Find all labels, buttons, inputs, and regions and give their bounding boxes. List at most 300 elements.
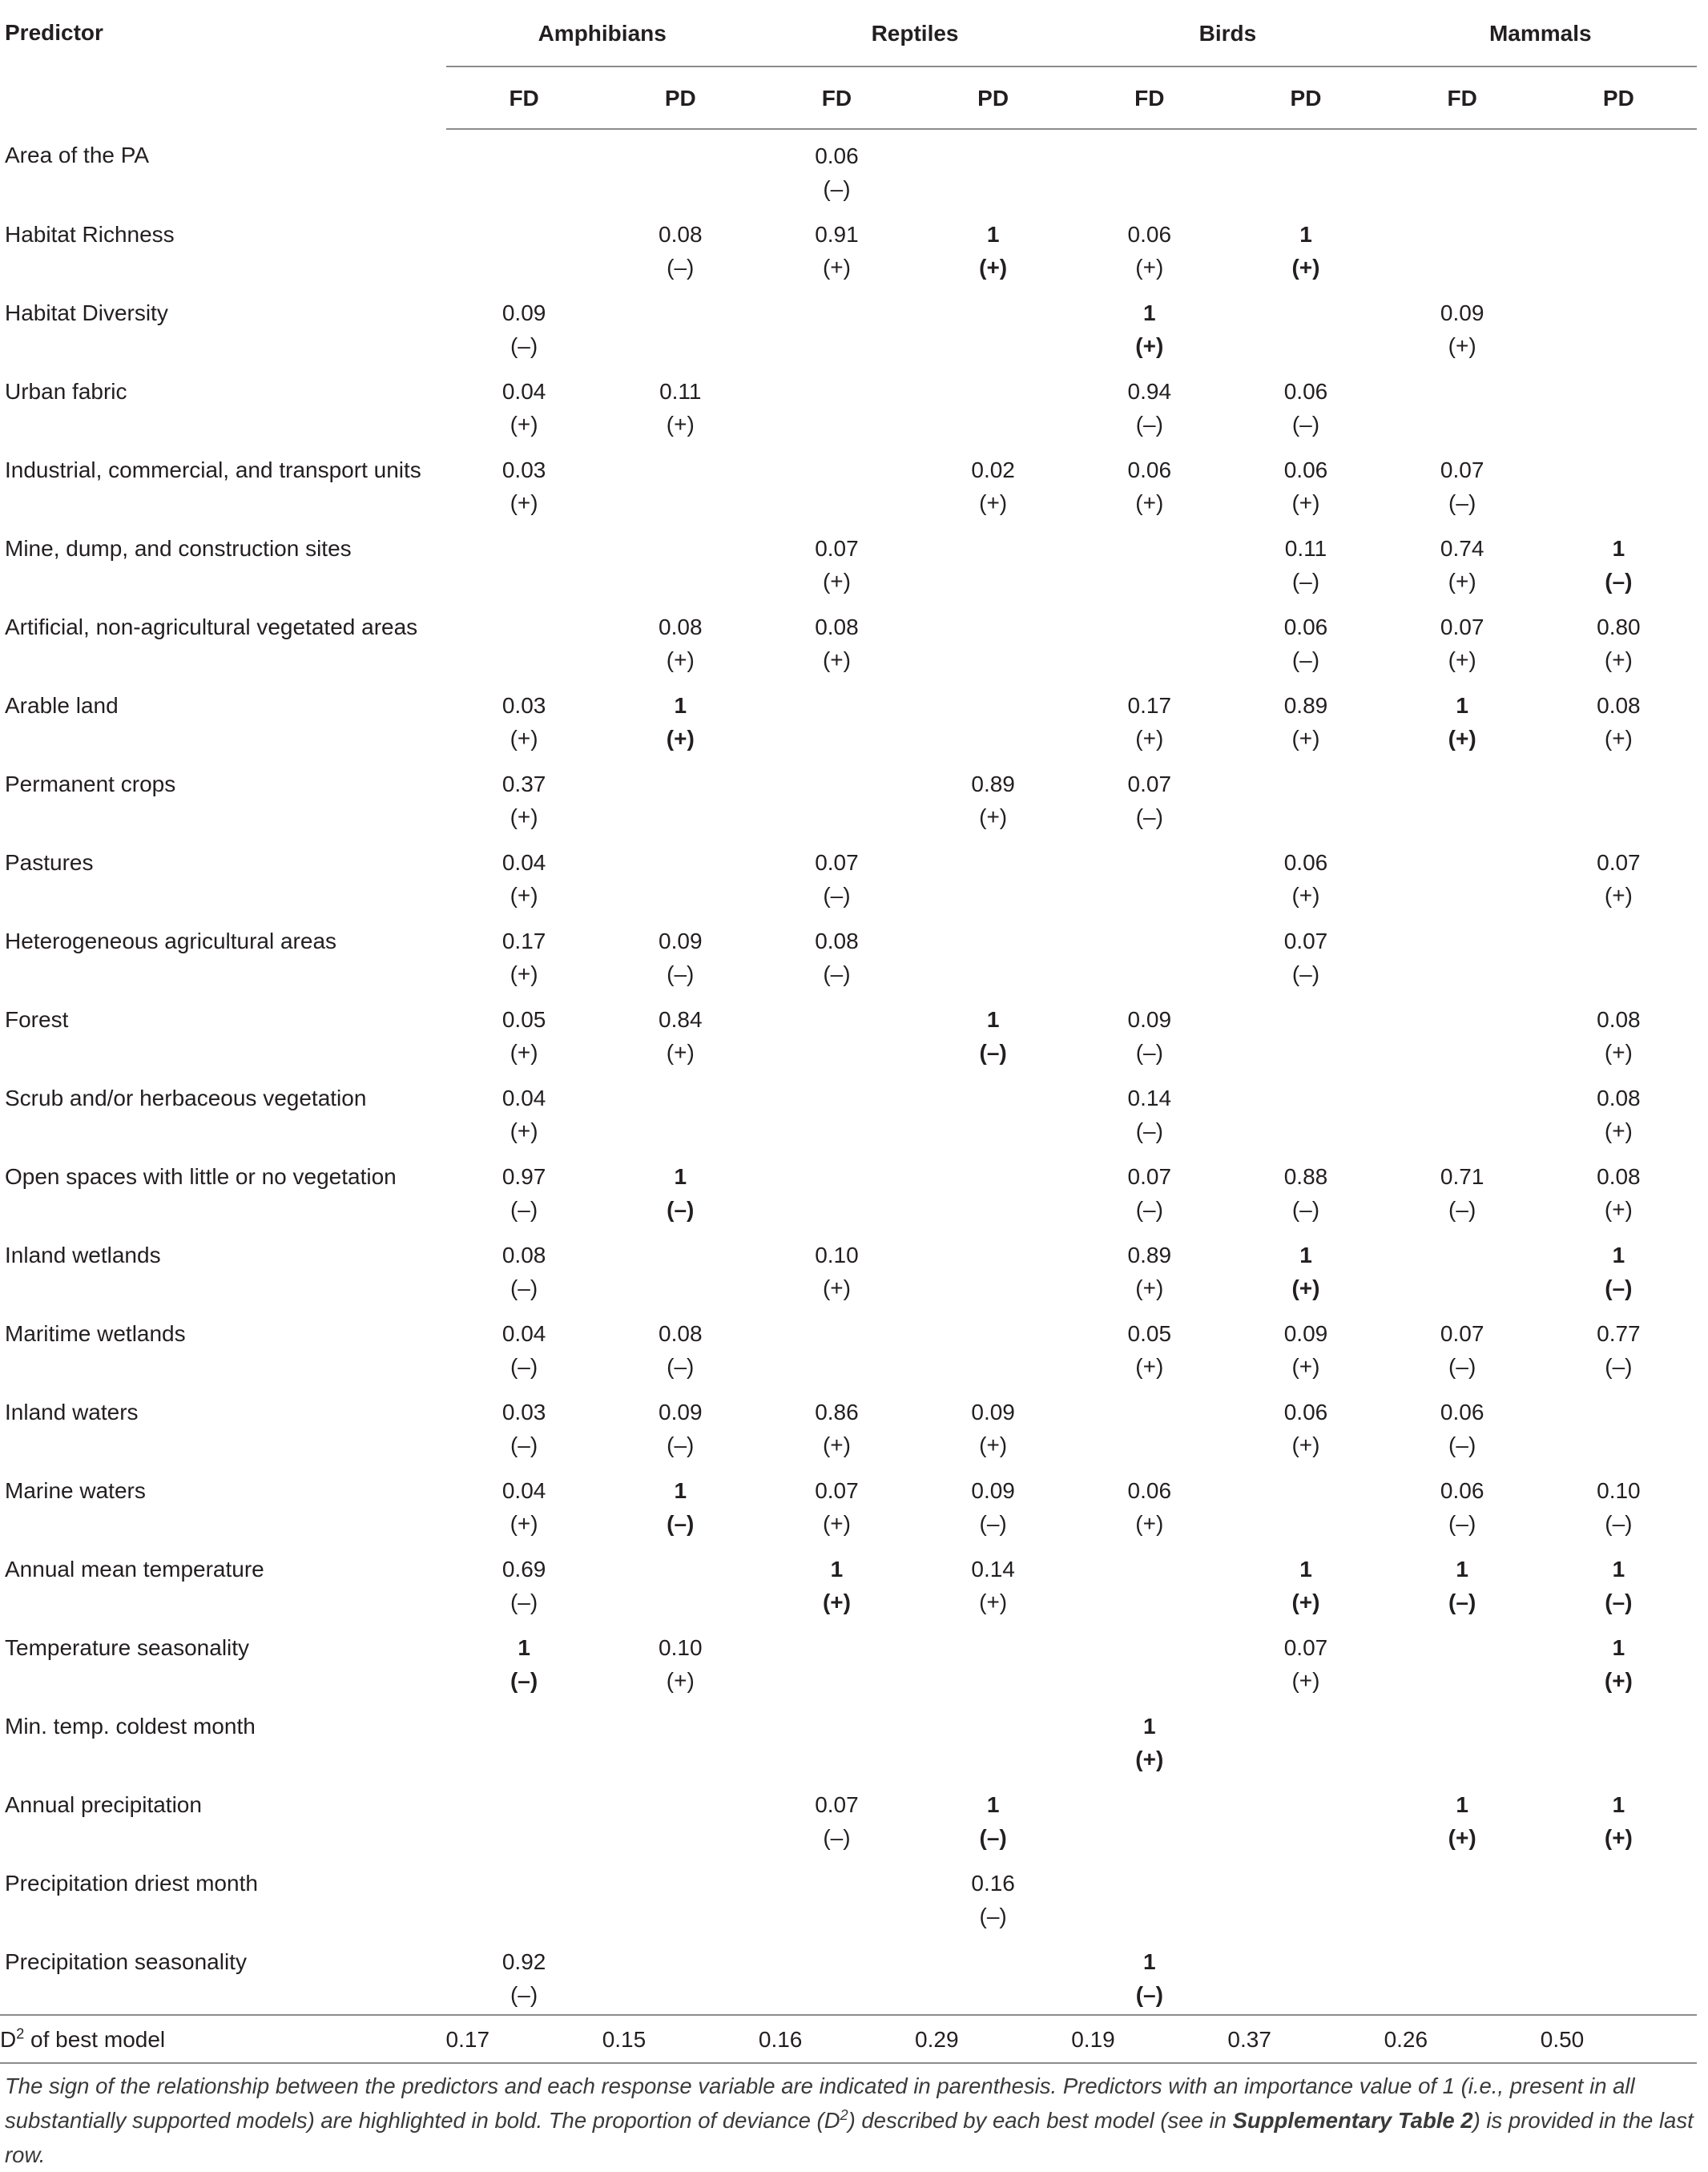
importance-value: 0.08 bbox=[1597, 1007, 1641, 1032]
relationship-sign: (–) bbox=[1291, 647, 1320, 672]
importance-value: 0.06 bbox=[1127, 1478, 1172, 1503]
importance-cell bbox=[1071, 365, 1227, 444]
relationship-sign: (–) bbox=[979, 1040, 1007, 1065]
importance-cell bbox=[1227, 601, 1384, 679]
predictor-name: Min. temp. coldest month bbox=[5, 1714, 256, 1739]
importance-cell bbox=[446, 208, 602, 287]
subheader-fd: FD bbox=[759, 66, 915, 129]
importance-cell bbox=[1384, 1465, 1541, 1543]
importance-cell bbox=[602, 1543, 759, 1622]
predictor-name: Forest bbox=[5, 1007, 69, 1032]
table-footnote: The sign of the relationship between the predictors and each response variable are indicated in parenthesis. Predictors with an importance value of 1 (i.e., present in all substantially supported models) are highlighted in bold. The proportion of deviance $(D^2)$ described by each best model (see in Supplementary Table 2) is provided in the last row. bbox=[5, 2073, 1694, 2167]
relationship-sign: (–) bbox=[823, 176, 851, 201]
relationship-sign: (+) bbox=[979, 1590, 1008, 1614]
relationship-sign: (+) bbox=[822, 1275, 851, 1300]
importance-cell bbox=[1384, 1072, 1541, 1150]
relationship-sign: (–) bbox=[1135, 1118, 1163, 1143]
relationship-sign: (–) bbox=[823, 961, 851, 986]
importance-cell bbox=[1071, 993, 1227, 1072]
relationship-sign: (–) bbox=[1448, 1197, 1476, 1222]
importance-value: 0.06 bbox=[1283, 850, 1328, 875]
importance-value: 0.07 bbox=[815, 1792, 859, 1817]
importance-cell bbox=[1384, 1150, 1541, 1229]
importance-cell bbox=[915, 1700, 1071, 1779]
importance-value: 0.07 bbox=[1440, 615, 1484, 639]
predictor-name: Temperature seasonality bbox=[5, 1635, 250, 1660]
importance-value: 0.03 bbox=[502, 457, 546, 482]
relationship-sign: (+) bbox=[1604, 1668, 1633, 1693]
importance-value: 1 bbox=[830, 1557, 844, 1582]
importance-cell bbox=[915, 758, 1071, 836]
importance-cell bbox=[759, 1150, 915, 1229]
relationship-sign: (+) bbox=[1448, 726, 1476, 751]
relationship-sign: (–) bbox=[1605, 1354, 1633, 1379]
importance-value: 0.16 bbox=[971, 1871, 1015, 1896]
importance-cell bbox=[915, 1308, 1071, 1386]
importance-cell bbox=[915, 1936, 1071, 2015]
importance-value: 0.05 bbox=[502, 1007, 546, 1032]
importance-value: 0.88 bbox=[1283, 1164, 1328, 1189]
importance-cell bbox=[759, 287, 915, 365]
predictor-name: Habitat Diversity bbox=[5, 300, 168, 325]
importance-cell bbox=[1384, 993, 1541, 1072]
group-header-mammals: Mammals bbox=[1384, 0, 1697, 66]
importance-value: 0.07 bbox=[815, 536, 859, 561]
importance-value: 1 bbox=[986, 222, 1000, 247]
importance-cell bbox=[759, 365, 915, 444]
relationship-sign: (–) bbox=[1605, 1275, 1633, 1300]
relationship-sign: (+) bbox=[1604, 1197, 1633, 1222]
subheader-fd: FD bbox=[446, 66, 602, 129]
importance-cell bbox=[446, 1229, 602, 1308]
relationship-sign: (+) bbox=[1135, 726, 1164, 751]
importance-cell bbox=[1071, 1386, 1227, 1465]
importance-cell bbox=[1384, 1308, 1541, 1386]
importance-cell bbox=[1227, 444, 1384, 522]
relationship-sign: (–) bbox=[1291, 412, 1320, 437]
importance-cell bbox=[1541, 679, 1697, 758]
importance-value: 0.04 bbox=[502, 850, 546, 875]
importance-cell bbox=[1227, 1779, 1384, 1857]
importance-cell bbox=[1541, 444, 1697, 522]
importance-value: 0.37 bbox=[502, 772, 546, 796]
importance-value: 1 bbox=[1456, 1792, 1468, 1817]
predictor-name: Precipitation driest month bbox=[5, 1871, 258, 1896]
importance-cell bbox=[1227, 208, 1384, 287]
importance-cell bbox=[602, 1779, 759, 1857]
supplementary-table-link[interactable]: Supplementary Table 2 bbox=[1232, 2108, 1473, 2133]
relationship-sign: (+) bbox=[1135, 1511, 1164, 1536]
importance-cell bbox=[446, 1150, 602, 1229]
d2-value: 0.17 bbox=[446, 2015, 602, 2063]
importance-cell bbox=[1227, 993, 1384, 1072]
table-row bbox=[0, 1543, 1697, 1622]
importance-cell bbox=[446, 1308, 602, 1386]
importance-cell bbox=[1227, 1072, 1384, 1150]
importance-cell bbox=[602, 993, 759, 1072]
relationship-sign: (+) bbox=[822, 1511, 851, 1536]
importance-value: 0.07 bbox=[815, 1478, 859, 1503]
relationship-sign: (+) bbox=[1135, 490, 1164, 515]
importance-cell bbox=[1071, 208, 1227, 287]
importance-cell bbox=[915, 522, 1071, 601]
importance-cell bbox=[446, 1622, 602, 1700]
relationship-sign: (+) bbox=[822, 647, 851, 672]
importance-cell bbox=[1071, 1308, 1227, 1386]
importance-cell bbox=[759, 1465, 915, 1543]
importance-cell bbox=[1071, 129, 1227, 208]
importance-cell bbox=[759, 1308, 915, 1386]
relationship-sign: (–) bbox=[823, 883, 851, 908]
relationship-sign: (+) bbox=[1291, 883, 1320, 908]
importance-cell bbox=[1071, 836, 1227, 915]
relationship-sign: (–) bbox=[823, 1825, 851, 1850]
table-row bbox=[0, 1150, 1697, 1229]
importance-cell bbox=[1227, 1386, 1384, 1465]
importance-cell bbox=[446, 679, 602, 758]
predictor-name: Mine, dump, and construction sites bbox=[5, 536, 352, 561]
importance-cell bbox=[915, 1072, 1071, 1150]
importance-cell bbox=[1071, 1779, 1227, 1857]
importance-cell bbox=[1071, 1229, 1227, 1308]
importance-cell bbox=[1071, 1465, 1227, 1543]
importance-cell bbox=[1227, 679, 1384, 758]
relationship-sign: (+) bbox=[1291, 726, 1320, 751]
importance-cell bbox=[1541, 1308, 1697, 1386]
importance-cell bbox=[1071, 444, 1227, 522]
importance-cell bbox=[602, 129, 759, 208]
importance-value: 0.02 bbox=[971, 457, 1015, 482]
importance-cell bbox=[1227, 836, 1384, 915]
relationship-sign: (+) bbox=[510, 490, 538, 515]
relationship-sign: (+) bbox=[1291, 1354, 1320, 1379]
relationship-sign: (–) bbox=[510, 333, 538, 358]
importance-value: 0.03 bbox=[502, 693, 546, 718]
relationship-sign: (–) bbox=[1135, 1040, 1163, 1065]
importance-value: 0.09 bbox=[659, 929, 703, 953]
importance-cell bbox=[1071, 1150, 1227, 1229]
importance-value: 0.10 bbox=[1597, 1478, 1641, 1503]
importance-cell bbox=[1541, 1386, 1697, 1465]
relationship-sign: (–) bbox=[1448, 1354, 1476, 1379]
importance-cell bbox=[1384, 129, 1541, 208]
table-row bbox=[0, 1386, 1697, 1465]
importance-value: 1 bbox=[1299, 1557, 1312, 1582]
importance-cell bbox=[446, 601, 602, 679]
relationship-sign: (–) bbox=[510, 1982, 538, 2007]
importance-cell bbox=[759, 836, 915, 915]
importance-cell bbox=[446, 1072, 602, 1150]
d2-value: 0.19 bbox=[1071, 2015, 1227, 2063]
relationship-sign: (+) bbox=[510, 412, 538, 437]
importance-cell bbox=[1541, 1465, 1697, 1543]
importance-cell bbox=[915, 915, 1071, 993]
importance-cell bbox=[915, 1386, 1071, 1465]
importance-cell bbox=[446, 444, 602, 522]
importance-cell bbox=[1071, 287, 1227, 365]
relationship-sign: (–) bbox=[1291, 1197, 1320, 1222]
table-row bbox=[0, 993, 1697, 1072]
importance-cell bbox=[602, 1700, 759, 1779]
importance-cell bbox=[759, 1072, 915, 1150]
importance-cell bbox=[602, 1229, 759, 1308]
subheader-pd: PD bbox=[1227, 66, 1384, 129]
relationship-sign: (–) bbox=[667, 255, 695, 280]
importance-value: 0.07 bbox=[1440, 1321, 1484, 1346]
table-row bbox=[0, 1936, 1697, 2015]
predictor-name: Industrial, commercial, and transport units bbox=[5, 457, 421, 482]
table-row bbox=[0, 1857, 1697, 1936]
importance-cell bbox=[1071, 1857, 1227, 1936]
importance-value: 0.71 bbox=[1440, 1164, 1484, 1189]
importance-cell bbox=[1384, 601, 1541, 679]
importance-value: 0.07 bbox=[1597, 850, 1641, 875]
importance-value: 0.89 bbox=[1283, 693, 1328, 718]
importance-cell bbox=[446, 129, 602, 208]
relationship-sign: (+) bbox=[510, 1118, 538, 1143]
importance-value: 0.04 bbox=[502, 1321, 546, 1346]
importance-cell bbox=[1227, 1543, 1384, 1622]
importance-value: 0.09 bbox=[1283, 1321, 1328, 1346]
importance-cell bbox=[602, 1308, 759, 1386]
importance-value: 0.89 bbox=[971, 772, 1015, 796]
importance-value: 1 bbox=[1143, 300, 1156, 325]
relationship-sign: (–) bbox=[1135, 804, 1163, 829]
importance-cell bbox=[915, 1465, 1071, 1543]
predictor-name: Heterogeneous agricultural areas bbox=[5, 929, 337, 953]
importance-cell bbox=[915, 1543, 1071, 1622]
importance-value: 0.06 bbox=[1127, 222, 1172, 247]
importance-cell bbox=[1541, 522, 1697, 601]
importance-cell bbox=[1541, 915, 1697, 993]
importance-cell bbox=[1384, 365, 1541, 444]
importance-cell bbox=[1227, 1308, 1384, 1386]
importance-cell bbox=[759, 1386, 915, 1465]
importance-value: 0.07 bbox=[1283, 1635, 1328, 1660]
importance-cell bbox=[602, 1465, 759, 1543]
relationship-sign: (+) bbox=[979, 255, 1008, 280]
importance-cell bbox=[1384, 1229, 1541, 1308]
importance-cell bbox=[1541, 1700, 1697, 1779]
importance-value: 1 bbox=[1612, 1557, 1625, 1582]
table-body bbox=[0, 129, 1697, 2015]
importance-cell bbox=[446, 1700, 602, 1779]
importance-value: 0.07 bbox=[1283, 929, 1328, 953]
relationship-sign: (–) bbox=[1448, 1511, 1476, 1536]
relationship-sign: (–) bbox=[1291, 569, 1320, 594]
importance-cell bbox=[1071, 1622, 1227, 1700]
relationship-sign: (–) bbox=[1605, 1590, 1633, 1614]
importance-value: 0.06 bbox=[1440, 1400, 1484, 1424]
importance-cell bbox=[1227, 365, 1384, 444]
importance-cell bbox=[915, 287, 1071, 365]
predictor-name: Permanent crops bbox=[5, 772, 176, 796]
relationship-sign: (+) bbox=[822, 1590, 851, 1614]
group-header-amphibians: Amphibians bbox=[446, 0, 759, 66]
importance-value: 0.84 bbox=[659, 1007, 703, 1032]
importance-cell bbox=[1384, 679, 1541, 758]
importance-value: 0.06 bbox=[815, 143, 859, 168]
importance-cell bbox=[1384, 1622, 1541, 1700]
importance-value: 0.08 bbox=[1597, 1086, 1641, 1110]
relationship-sign: (–) bbox=[667, 1433, 695, 1457]
relationship-sign: (–) bbox=[667, 961, 695, 986]
d2-value: 0.16 bbox=[759, 2015, 915, 2063]
importance-cell bbox=[1541, 1857, 1697, 1936]
importance-value: 0.77 bbox=[1597, 1321, 1641, 1346]
table-row bbox=[0, 1465, 1697, 1543]
importance-value: 0.07 bbox=[1127, 772, 1172, 796]
relationship-sign: (+) bbox=[1604, 647, 1633, 672]
predictor-name: Annual precipitation bbox=[5, 1792, 202, 1817]
importance-cell bbox=[602, 758, 759, 836]
d2-value: 0.15 bbox=[602, 2015, 759, 2063]
importance-cell bbox=[1541, 1229, 1697, 1308]
subheader-pd: PD bbox=[602, 66, 759, 129]
importance-cell bbox=[1071, 522, 1227, 601]
importance-value: 0.08 bbox=[1597, 693, 1641, 718]
relationship-sign: (+) bbox=[1135, 333, 1164, 358]
relationship-sign: (+) bbox=[666, 647, 695, 672]
importance-cell bbox=[759, 915, 915, 993]
relationship-sign: (+) bbox=[1291, 255, 1320, 280]
importance-value: 0.04 bbox=[502, 1478, 546, 1503]
importance-cell bbox=[915, 208, 1071, 287]
importance-cell bbox=[1541, 287, 1697, 365]
predictor-name: Open spaces with little or no vegetation bbox=[5, 1164, 397, 1189]
importance-value: 0.05 bbox=[1127, 1321, 1172, 1346]
importance-value: 0.08 bbox=[659, 615, 703, 639]
importance-cell bbox=[602, 365, 759, 444]
relationship-sign: (+) bbox=[1291, 1590, 1320, 1614]
relationship-sign: (+) bbox=[510, 1040, 538, 1065]
importance-cell bbox=[602, 444, 759, 522]
predictor-name: Inland wetlands bbox=[5, 1243, 161, 1267]
relationship-sign: (–) bbox=[667, 1511, 695, 1536]
table-row bbox=[0, 758, 1697, 836]
importance-cell bbox=[446, 1465, 602, 1543]
importance-cell bbox=[915, 1857, 1071, 1936]
predictor-name: Arable land bbox=[5, 693, 119, 718]
importance-cell bbox=[1384, 1543, 1541, 1622]
importance-value: 0.69 bbox=[502, 1557, 546, 1582]
importance-value: 1 bbox=[1456, 693, 1468, 718]
relationship-sign: (+) bbox=[979, 490, 1008, 515]
importance-cell bbox=[1071, 601, 1227, 679]
relationship-sign: (+) bbox=[1291, 1433, 1320, 1457]
importance-cell bbox=[915, 1779, 1071, 1857]
importance-value: 1 bbox=[1456, 1557, 1468, 1582]
relationship-sign: (–) bbox=[1135, 412, 1163, 437]
d2-value: 0.29 bbox=[915, 2015, 1071, 2063]
importance-cell bbox=[1071, 1543, 1227, 1622]
relationship-sign: (+) bbox=[510, 883, 538, 908]
subheader-pd: PD bbox=[915, 66, 1071, 129]
relationship-sign: (+) bbox=[666, 1040, 695, 1065]
importance-value: 0.14 bbox=[1127, 1086, 1172, 1110]
importance-value: 0.08 bbox=[815, 929, 859, 953]
importance-cell bbox=[446, 1857, 602, 1936]
importance-cell bbox=[1541, 1936, 1697, 2015]
importance-value: 0.06 bbox=[1440, 1478, 1484, 1503]
importance-value: 0.17 bbox=[502, 929, 546, 953]
predictor-name: Annual mean temperature bbox=[5, 1557, 264, 1582]
importance-cell bbox=[602, 836, 759, 915]
importance-value: 0.04 bbox=[502, 1086, 546, 1110]
table-row bbox=[0, 679, 1697, 758]
importance-cell bbox=[1384, 522, 1541, 601]
relationship-sign: (+) bbox=[1135, 1747, 1164, 1771]
importance-cell bbox=[1227, 287, 1384, 365]
importance-cell bbox=[1227, 1936, 1384, 2015]
importance-cell bbox=[602, 1857, 759, 1936]
relationship-sign: (+) bbox=[510, 726, 538, 751]
importance-value: 1 bbox=[1612, 536, 1625, 561]
importance-cell bbox=[915, 1229, 1071, 1308]
relationship-sign: (–) bbox=[510, 1354, 538, 1379]
importance-value: 0.17 bbox=[1127, 693, 1172, 718]
importance-cell bbox=[602, 287, 759, 365]
relationship-sign: (–) bbox=[979, 1825, 1007, 1850]
table-row bbox=[0, 601, 1697, 679]
importance-cell bbox=[1384, 1700, 1541, 1779]
importance-cell bbox=[1227, 1150, 1384, 1229]
relationship-sign: (+) bbox=[1448, 1825, 1476, 1850]
relationship-sign: (–) bbox=[979, 1511, 1007, 1536]
importance-value: 0.09 bbox=[1127, 1007, 1172, 1032]
importance-cell bbox=[915, 365, 1071, 444]
importance-cell bbox=[759, 208, 915, 287]
importance-cell bbox=[602, 1622, 759, 1700]
importance-value: 0.08 bbox=[1597, 1164, 1641, 1189]
relationship-sign: (+) bbox=[1291, 1275, 1320, 1300]
importance-value: 0.09 bbox=[971, 1400, 1015, 1424]
importance-cell bbox=[1384, 915, 1541, 993]
importance-value: 0.09 bbox=[659, 1400, 703, 1424]
group-header-reptiles: Reptiles bbox=[759, 0, 1071, 66]
importance-cell bbox=[1071, 1936, 1227, 2015]
importance-value: 0.07 bbox=[815, 850, 859, 875]
importance-cell bbox=[1227, 915, 1384, 993]
importance-value: 1 bbox=[1143, 1949, 1156, 1974]
d2-value: 0.26 bbox=[1384, 2015, 1541, 2063]
importance-value: 0.86 bbox=[815, 1400, 859, 1424]
importance-value: 1 bbox=[986, 1792, 1000, 1817]
importance-value: 0.09 bbox=[1440, 300, 1484, 325]
importance-value: 0.08 bbox=[815, 615, 859, 639]
relationship-sign: (+) bbox=[1135, 1275, 1164, 1300]
importance-cell bbox=[1384, 208, 1541, 287]
predictor-name: Habitat Richness bbox=[5, 222, 175, 247]
importance-cell bbox=[759, 129, 915, 208]
predictor-name: Maritime wetlands bbox=[5, 1321, 186, 1346]
importance-value: 0.06 bbox=[1283, 457, 1328, 482]
relationship-sign: (+) bbox=[1448, 333, 1476, 358]
importance-value: 1 bbox=[986, 1007, 1000, 1032]
importance-cell bbox=[446, 993, 602, 1072]
predictor-column-header: Predictor bbox=[5, 20, 103, 45]
subheader-pd: PD bbox=[1541, 66, 1697, 129]
table-row bbox=[0, 522, 1697, 601]
predictor-name: Artificial, non-agricultural vegetated areas bbox=[5, 615, 418, 639]
importance-cell bbox=[1541, 1543, 1697, 1622]
importance-cell bbox=[759, 1229, 915, 1308]
relationship-sign: (–) bbox=[510, 1590, 538, 1614]
importance-value: 1 bbox=[518, 1635, 530, 1660]
importance-value: 0.06 bbox=[1283, 379, 1328, 404]
importance-cell bbox=[759, 993, 915, 1072]
relationship-sign: (+) bbox=[510, 961, 538, 986]
